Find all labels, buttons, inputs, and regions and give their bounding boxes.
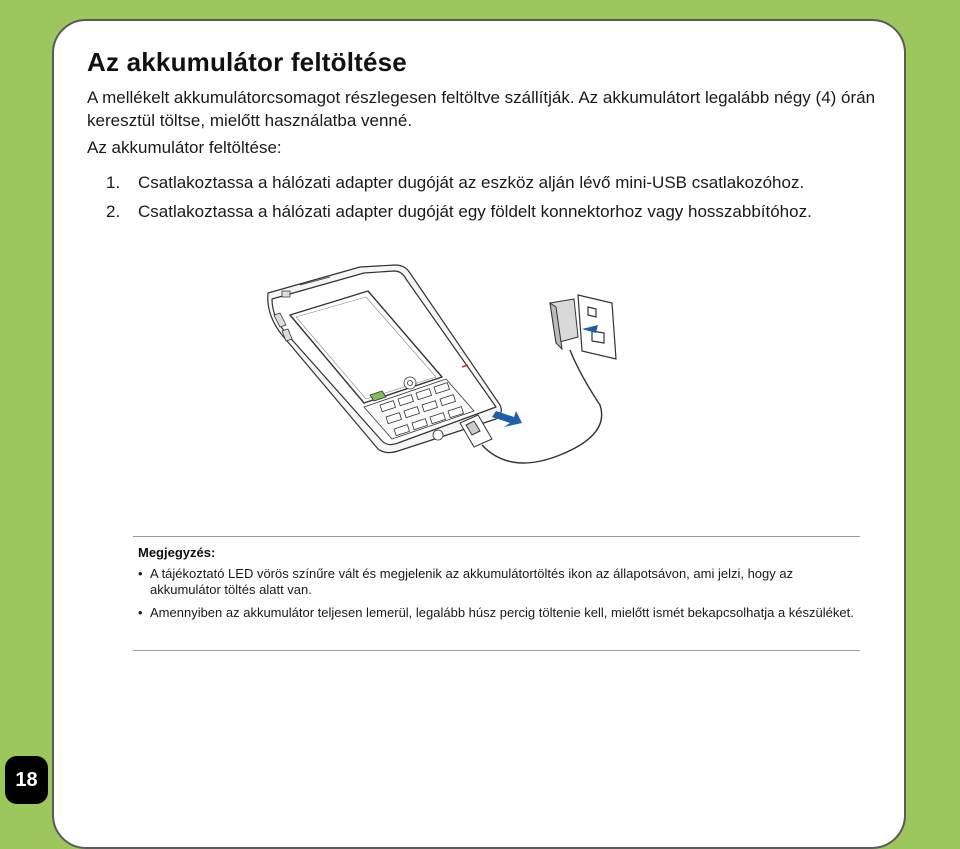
charging-illustration — [260, 255, 630, 485]
note-text: Amennyiben az akkumulátor teljesen lemerül, legalább húsz percig töltenie kell, mielőtt ismét bekapcsolhatja a készüléket. — [150, 605, 854, 620]
page-number-badge: 18 — [5, 756, 48, 804]
steps-heading: Az akkumulátor feltöltése: — [87, 138, 282, 157]
step-item — [106, 197, 812, 226]
note-bottom-divider — [133, 650, 860, 651]
steps-list — [106, 168, 812, 226]
note-title: Megjegyzés: — [138, 545, 216, 560]
step-number: 1. — [106, 173, 121, 192]
note-top-divider — [133, 536, 860, 537]
step-text: Csatlakoztassa a hálózati adapter dugóját az eszköz alján lévő mini-USB csatlakozóhoz. — [138, 173, 805, 192]
note-item — [138, 605, 858, 621]
bullet-icon: • — [138, 566, 143, 581]
bullet-icon: • — [138, 605, 143, 620]
page-title: Az akkumulátor feltöltése — [87, 47, 407, 77]
power-adapter-illustration — [550, 299, 578, 349]
note-list — [138, 566, 858, 628]
intro-paragraph: A mellékelt akkumulátorcsomagot részlegesen feltöltve szállítják. Az akkumulátort legalább négy (4) órán keresztül töltse, mielőtt használatba venné. — [87, 88, 876, 130]
note-item — [138, 566, 858, 598]
step-number: 2. — [106, 202, 121, 221]
step-item — [106, 168, 812, 197]
step-text: Csatlakoztassa a hálózati adapter dugóját egy földelt konnektorhoz vagy hosszabbítóhoz. — [138, 202, 812, 221]
note-text: A tájékoztató LED vörös színűre vált és megjelenik az akkumulátortöltés ikon az állapotsávon, ami jelzi, hogy az akkumulátor töltés alatt van. — [150, 566, 794, 597]
